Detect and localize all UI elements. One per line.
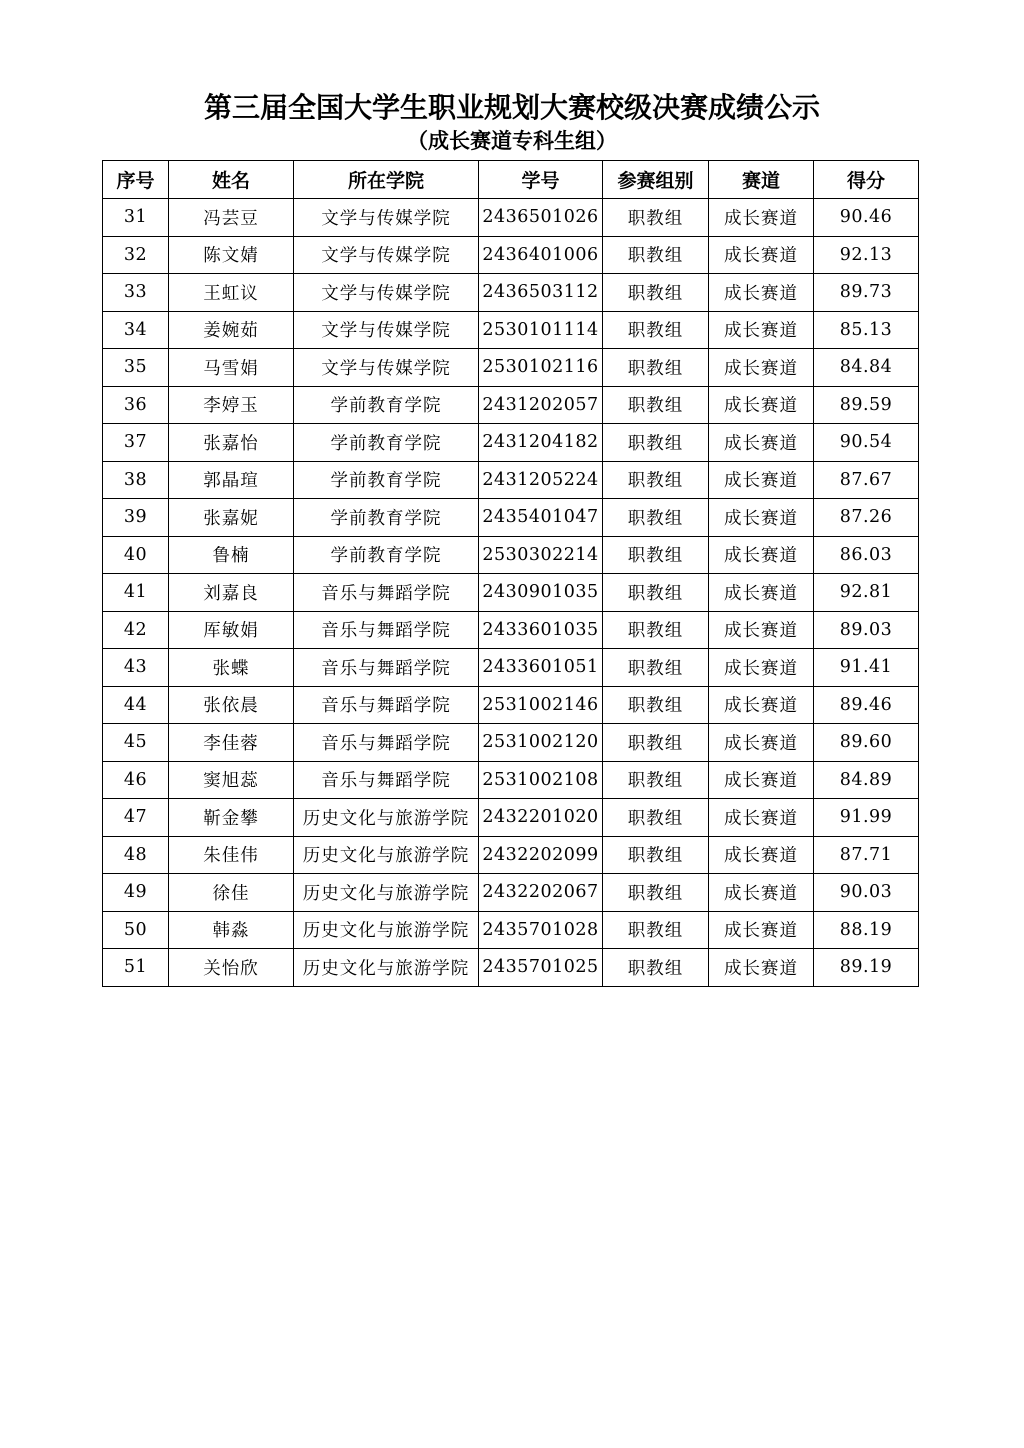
cell-serial: 42 bbox=[103, 611, 169, 649]
cell-student-id: 2530302214 bbox=[479, 536, 603, 574]
cell-score: 86.03 bbox=[814, 536, 919, 574]
cell-serial: 49 bbox=[103, 874, 169, 912]
table-row bbox=[103, 686, 919, 724]
cell-track: 成长赛道 bbox=[709, 311, 814, 349]
cell-score: 89.46 bbox=[814, 686, 919, 724]
cell-score: 89.59 bbox=[814, 386, 919, 424]
cell-name: 李佳蓉 bbox=[169, 724, 294, 762]
table-row bbox=[103, 611, 919, 649]
cell-college: 音乐与舞蹈学院 bbox=[294, 649, 479, 687]
cell-college: 音乐与舞蹈学院 bbox=[294, 724, 479, 762]
cell-track: 成长赛道 bbox=[709, 649, 814, 687]
cell-track: 成长赛道 bbox=[709, 386, 814, 424]
cell-group: 职教组 bbox=[603, 424, 709, 462]
cell-group: 职教组 bbox=[603, 761, 709, 799]
cell-score: 91.41 bbox=[814, 649, 919, 687]
cell-student-id: 2432202099 bbox=[479, 836, 603, 874]
cell-score: 84.84 bbox=[814, 349, 919, 387]
cell-group: 职教组 bbox=[603, 574, 709, 612]
cell-college: 历史文化与旅游学院 bbox=[294, 911, 479, 949]
cell-group: 职教组 bbox=[603, 686, 709, 724]
cell-name: 陈文婧 bbox=[169, 236, 294, 274]
cell-name: 郭晶瑄 bbox=[169, 461, 294, 499]
cell-track: 成长赛道 bbox=[709, 424, 814, 462]
cell-college: 学前教育学院 bbox=[294, 461, 479, 499]
cell-college: 文学与传媒学院 bbox=[294, 274, 479, 312]
cell-group: 职教组 bbox=[603, 461, 709, 499]
cell-group: 职教组 bbox=[603, 836, 709, 874]
table-row bbox=[103, 574, 919, 612]
cell-student-id: 2435701025 bbox=[479, 949, 603, 987]
header-group: 参赛组别 bbox=[603, 161, 709, 199]
cell-score: 87.26 bbox=[814, 499, 919, 537]
cell-name: 窦旭蕊 bbox=[169, 761, 294, 799]
cell-score: 90.03 bbox=[814, 874, 919, 912]
cell-track: 成长赛道 bbox=[709, 836, 814, 874]
cell-serial: 31 bbox=[103, 199, 169, 237]
cell-college: 音乐与舞蹈学院 bbox=[294, 611, 479, 649]
cell-score: 91.99 bbox=[814, 799, 919, 837]
cell-group: 职教组 bbox=[603, 311, 709, 349]
cell-track: 成长赛道 bbox=[709, 236, 814, 274]
cell-student-id: 2436501026 bbox=[479, 199, 603, 237]
cell-serial: 41 bbox=[103, 574, 169, 612]
cell-track: 成长赛道 bbox=[709, 799, 814, 837]
cell-score: 92.81 bbox=[814, 574, 919, 612]
cell-serial: 45 bbox=[103, 724, 169, 762]
cell-track: 成长赛道 bbox=[709, 911, 814, 949]
table-row bbox=[103, 911, 919, 949]
cell-serial: 40 bbox=[103, 536, 169, 574]
cell-college: 文学与传媒学院 bbox=[294, 311, 479, 349]
cell-score: 89.60 bbox=[814, 724, 919, 762]
cell-score: 90.46 bbox=[814, 199, 919, 237]
cell-student-id: 2531002108 bbox=[479, 761, 603, 799]
cell-group: 职教组 bbox=[603, 611, 709, 649]
cell-serial: 32 bbox=[103, 236, 169, 274]
cell-score: 92.13 bbox=[814, 236, 919, 274]
cell-student-id: 2433601051 bbox=[479, 649, 603, 687]
cell-group: 职教组 bbox=[603, 799, 709, 837]
cell-student-id: 2432201020 bbox=[479, 799, 603, 837]
table-header bbox=[103, 161, 919, 199]
cell-score: 89.19 bbox=[814, 949, 919, 987]
table-row bbox=[103, 236, 919, 274]
table-row bbox=[103, 874, 919, 912]
table-body bbox=[103, 199, 919, 987]
cell-college: 音乐与舞蹈学院 bbox=[294, 574, 479, 612]
cell-track: 成长赛道 bbox=[709, 724, 814, 762]
cell-student-id: 2431204182 bbox=[479, 424, 603, 462]
cell-name: 韩淼 bbox=[169, 911, 294, 949]
cell-track: 成长赛道 bbox=[709, 349, 814, 387]
table-row bbox=[103, 424, 919, 462]
cell-group: 职教组 bbox=[603, 724, 709, 762]
cell-name: 李婷玉 bbox=[169, 386, 294, 424]
header-name: 姓名 bbox=[169, 161, 294, 199]
cell-track: 成长赛道 bbox=[709, 499, 814, 537]
cell-student-id: 2530102116 bbox=[479, 349, 603, 387]
cell-college: 历史文化与旅游学院 bbox=[294, 836, 479, 874]
cell-score: 84.89 bbox=[814, 761, 919, 799]
cell-name: 鲁楠 bbox=[169, 536, 294, 574]
results-table bbox=[102, 160, 919, 987]
cell-name: 姜婉茹 bbox=[169, 311, 294, 349]
cell-group: 职教组 bbox=[603, 236, 709, 274]
document-subtitle: （成长赛道专科生组） bbox=[407, 129, 617, 153]
table-row bbox=[103, 349, 919, 387]
cell-college: 历史文化与旅游学院 bbox=[294, 799, 479, 837]
cell-college: 文学与传媒学院 bbox=[294, 349, 479, 387]
cell-group: 职教组 bbox=[603, 199, 709, 237]
cell-group: 职教组 bbox=[603, 911, 709, 949]
cell-student-id: 2431202057 bbox=[479, 386, 603, 424]
cell-serial: 50 bbox=[103, 911, 169, 949]
cell-student-id: 2430901035 bbox=[479, 574, 603, 612]
cell-college: 学前教育学院 bbox=[294, 536, 479, 574]
table-row bbox=[103, 724, 919, 762]
cell-group: 职教组 bbox=[603, 874, 709, 912]
cell-score: 85.13 bbox=[814, 311, 919, 349]
cell-score: 87.71 bbox=[814, 836, 919, 874]
cell-serial: 35 bbox=[103, 349, 169, 387]
cell-group: 职教组 bbox=[603, 536, 709, 574]
cell-track: 成长赛道 bbox=[709, 274, 814, 312]
cell-group: 职教组 bbox=[603, 499, 709, 537]
cell-college: 历史文化与旅游学院 bbox=[294, 874, 479, 912]
cell-name: 刘嘉良 bbox=[169, 574, 294, 612]
table-row bbox=[103, 311, 919, 349]
cell-student-id: 2435401047 bbox=[479, 499, 603, 537]
table-row bbox=[103, 461, 919, 499]
cell-name: 冯芸豆 bbox=[169, 199, 294, 237]
cell-track: 成长赛道 bbox=[709, 761, 814, 799]
cell-serial: 39 bbox=[103, 499, 169, 537]
cell-name: 朱佳伟 bbox=[169, 836, 294, 874]
cell-name: 靳金攀 bbox=[169, 799, 294, 837]
header-score: 得分 bbox=[814, 161, 919, 199]
cell-track: 成长赛道 bbox=[709, 199, 814, 237]
table-row bbox=[103, 836, 919, 874]
header-track: 赛道 bbox=[709, 161, 814, 199]
cell-student-id: 2530101114 bbox=[479, 311, 603, 349]
cell-score: 89.03 bbox=[814, 611, 919, 649]
cell-serial: 33 bbox=[103, 274, 169, 312]
cell-score: 87.67 bbox=[814, 461, 919, 499]
cell-group: 职教组 bbox=[603, 349, 709, 387]
table-row bbox=[103, 761, 919, 799]
cell-track: 成长赛道 bbox=[709, 461, 814, 499]
cell-college: 文学与传媒学院 bbox=[294, 199, 479, 237]
cell-track: 成长赛道 bbox=[709, 574, 814, 612]
table-row bbox=[103, 949, 919, 987]
cell-college: 音乐与舞蹈学院 bbox=[294, 761, 479, 799]
cell-track: 成长赛道 bbox=[709, 874, 814, 912]
cell-student-id: 2436503112 bbox=[479, 274, 603, 312]
cell-serial: 43 bbox=[103, 649, 169, 687]
cell-college: 学前教育学院 bbox=[294, 499, 479, 537]
table-row bbox=[103, 799, 919, 837]
cell-student-id: 2433601035 bbox=[479, 611, 603, 649]
header-student-id: 学号 bbox=[479, 161, 603, 199]
cell-group: 职教组 bbox=[603, 949, 709, 987]
cell-student-id: 2531002120 bbox=[479, 724, 603, 762]
document-title: 第三届全国大学生职业规划大赛校级决赛成绩公示 bbox=[203, 91, 820, 124]
cell-group: 职教组 bbox=[603, 386, 709, 424]
cell-name: 张嘉妮 bbox=[169, 499, 294, 537]
cell-college: 历史文化与旅游学院 bbox=[294, 949, 479, 987]
cell-track: 成长赛道 bbox=[709, 686, 814, 724]
cell-student-id: 2531002146 bbox=[479, 686, 603, 724]
cell-track: 成长赛道 bbox=[709, 611, 814, 649]
cell-track: 成长赛道 bbox=[709, 536, 814, 574]
cell-college: 文学与传媒学院 bbox=[294, 236, 479, 274]
cell-score: 90.54 bbox=[814, 424, 919, 462]
cell-serial: 47 bbox=[103, 799, 169, 837]
cell-student-id: 2436401006 bbox=[479, 236, 603, 274]
cell-serial: 46 bbox=[103, 761, 169, 799]
cell-track: 成长赛道 bbox=[709, 949, 814, 987]
header-serial: 序号 bbox=[103, 161, 169, 199]
cell-serial: 48 bbox=[103, 836, 169, 874]
cell-group: 职教组 bbox=[603, 274, 709, 312]
cell-name: 关怡欣 bbox=[169, 949, 294, 987]
cell-student-id: 2432202067 bbox=[479, 874, 603, 912]
cell-score: 88.19 bbox=[814, 911, 919, 949]
header-row bbox=[103, 161, 919, 199]
cell-college: 学前教育学院 bbox=[294, 424, 479, 462]
cell-serial: 44 bbox=[103, 686, 169, 724]
cell-serial: 38 bbox=[103, 461, 169, 499]
cell-name: 张嘉怡 bbox=[169, 424, 294, 462]
table-row bbox=[103, 199, 919, 237]
cell-serial: 51 bbox=[103, 949, 169, 987]
table-row bbox=[103, 386, 919, 424]
cell-name: 王虹议 bbox=[169, 274, 294, 312]
cell-name: 徐佳 bbox=[169, 874, 294, 912]
cell-serial: 37 bbox=[103, 424, 169, 462]
table-row bbox=[103, 499, 919, 537]
cell-student-id: 2435701028 bbox=[479, 911, 603, 949]
cell-name: 张依晨 bbox=[169, 686, 294, 724]
cell-college: 学前教育学院 bbox=[294, 386, 479, 424]
cell-name: 厍敏娟 bbox=[169, 611, 294, 649]
cell-serial: 34 bbox=[103, 311, 169, 349]
table-row bbox=[103, 649, 919, 687]
cell-college: 音乐与舞蹈学院 bbox=[294, 686, 479, 724]
table-row bbox=[103, 274, 919, 312]
header-college: 所在学院 bbox=[294, 161, 479, 199]
cell-group: 职教组 bbox=[603, 649, 709, 687]
cell-score: 89.73 bbox=[814, 274, 919, 312]
cell-name: 张蝶 bbox=[169, 649, 294, 687]
table-row bbox=[103, 536, 919, 574]
cell-student-id: 2431205224 bbox=[479, 461, 603, 499]
cell-name: 马雪娟 bbox=[169, 349, 294, 387]
cell-serial: 36 bbox=[103, 386, 169, 424]
